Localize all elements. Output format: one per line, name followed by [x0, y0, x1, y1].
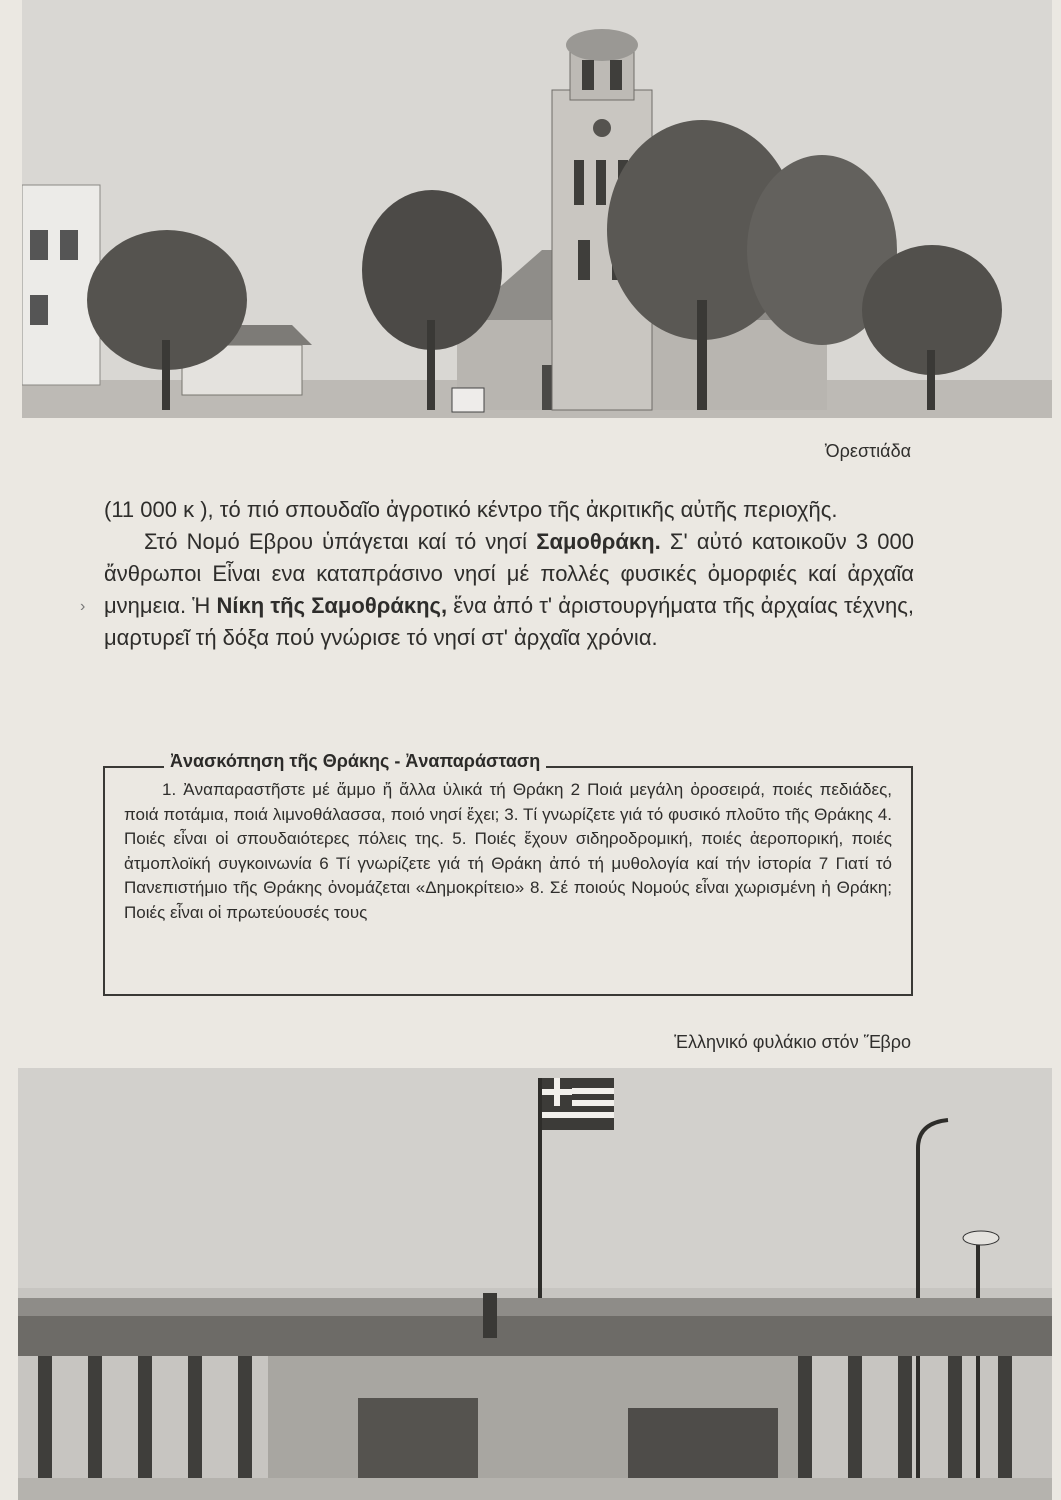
samothrace-text-1: Στό Νομό Εβρου ὑπάγεται καί τό νησί: [144, 529, 537, 554]
nike-bold: Νίκη τῆς Σαμοθράκης,: [216, 593, 448, 618]
paragraph-samothrace: [104, 526, 914, 654]
samothrace-bold: Σαμοθράκη.: [536, 529, 661, 554]
church-illustration: [22, 0, 1052, 418]
review-questions: 1. Ἀναπαραστῆστε μέ ἄμμο ἤ ἄλλα ὑλικά τή Θράκη 2 Ποιά μεγάλη ὀροσειρά, ποιές πεδιάδες, ποιά ποτάμια, ποιά λιμνοθάλασσα, ποιό νησί ἔχει; 3. Τί γνωρίζετε γιά τό φυσικό πλοῦτο τῆς Θράκης 4. Ποιές εἶναι οἱ σπουδαιότερες πόλεις της. 5. Ποιές ἔχουν σιδηροδρομική, ποιές ἀεροπορική, ποιές ἀτμοπλοϊκή συγκοινωνία 6 Τί γνωρίζετε γιά τή Θράκη ἀπό τή μυθολογία καί τήν ἱστορία 7 Γιατί τό Πανεπιστήμιο τῆς Θράκης ὀνομάζεται «Δημοκρίτειο» 8. Σέ ποιούς Νομούς εἶναι χωρισμένη ἡ Θράκη; Ποιές εἶναι οἱ πρωτεύουσές τους: [124, 780, 892, 922]
border-post-photo: [18, 1068, 1052, 1500]
orestiada-caption: Ὀρεστιάδα: [824, 441, 911, 461]
margin-mark: ›: [80, 598, 86, 615]
border-post-caption: Ἑλληνικό φυλάκιο στόν Ἕβρο: [674, 1032, 911, 1052]
orestiada-church-photo: [22, 0, 1052, 418]
body-text: [104, 494, 914, 654]
review-title: Ἀνασκόπηση τῆς Θράκης - Ἀναπαράσταση: [164, 751, 546, 772]
greek-flag-icon: [542, 1078, 614, 1130]
samothrace-text-2: Σ' αὐτό κατοικοῦν 3 000 ἄνθρωποι Εἶναι ενα καταπράσινο νησί μέ πολλές φυσικές ὀμορφιές καί ἀρχαῖα μνημεια. Ἡ: [104, 529, 914, 618]
paragraph-orestiada: (11 000 κ ), τό πιό σπουδαῖο ἀγροτικό κέντρο τῆς ἀκριτικῆς αὐτῆς περιοχῆς.: [104, 497, 838, 522]
samothrace-text-3: ἕνα ἀπό τ' ἀριστουργήματα τῆς ἀρχαίας τέχνης, μαρτυρεῖ τή δόξα πού γνώρισε τό νησί στ' ἀρχαῖα χρόνια.: [104, 593, 914, 650]
border-post-illustration: [18, 1068, 1052, 1500]
